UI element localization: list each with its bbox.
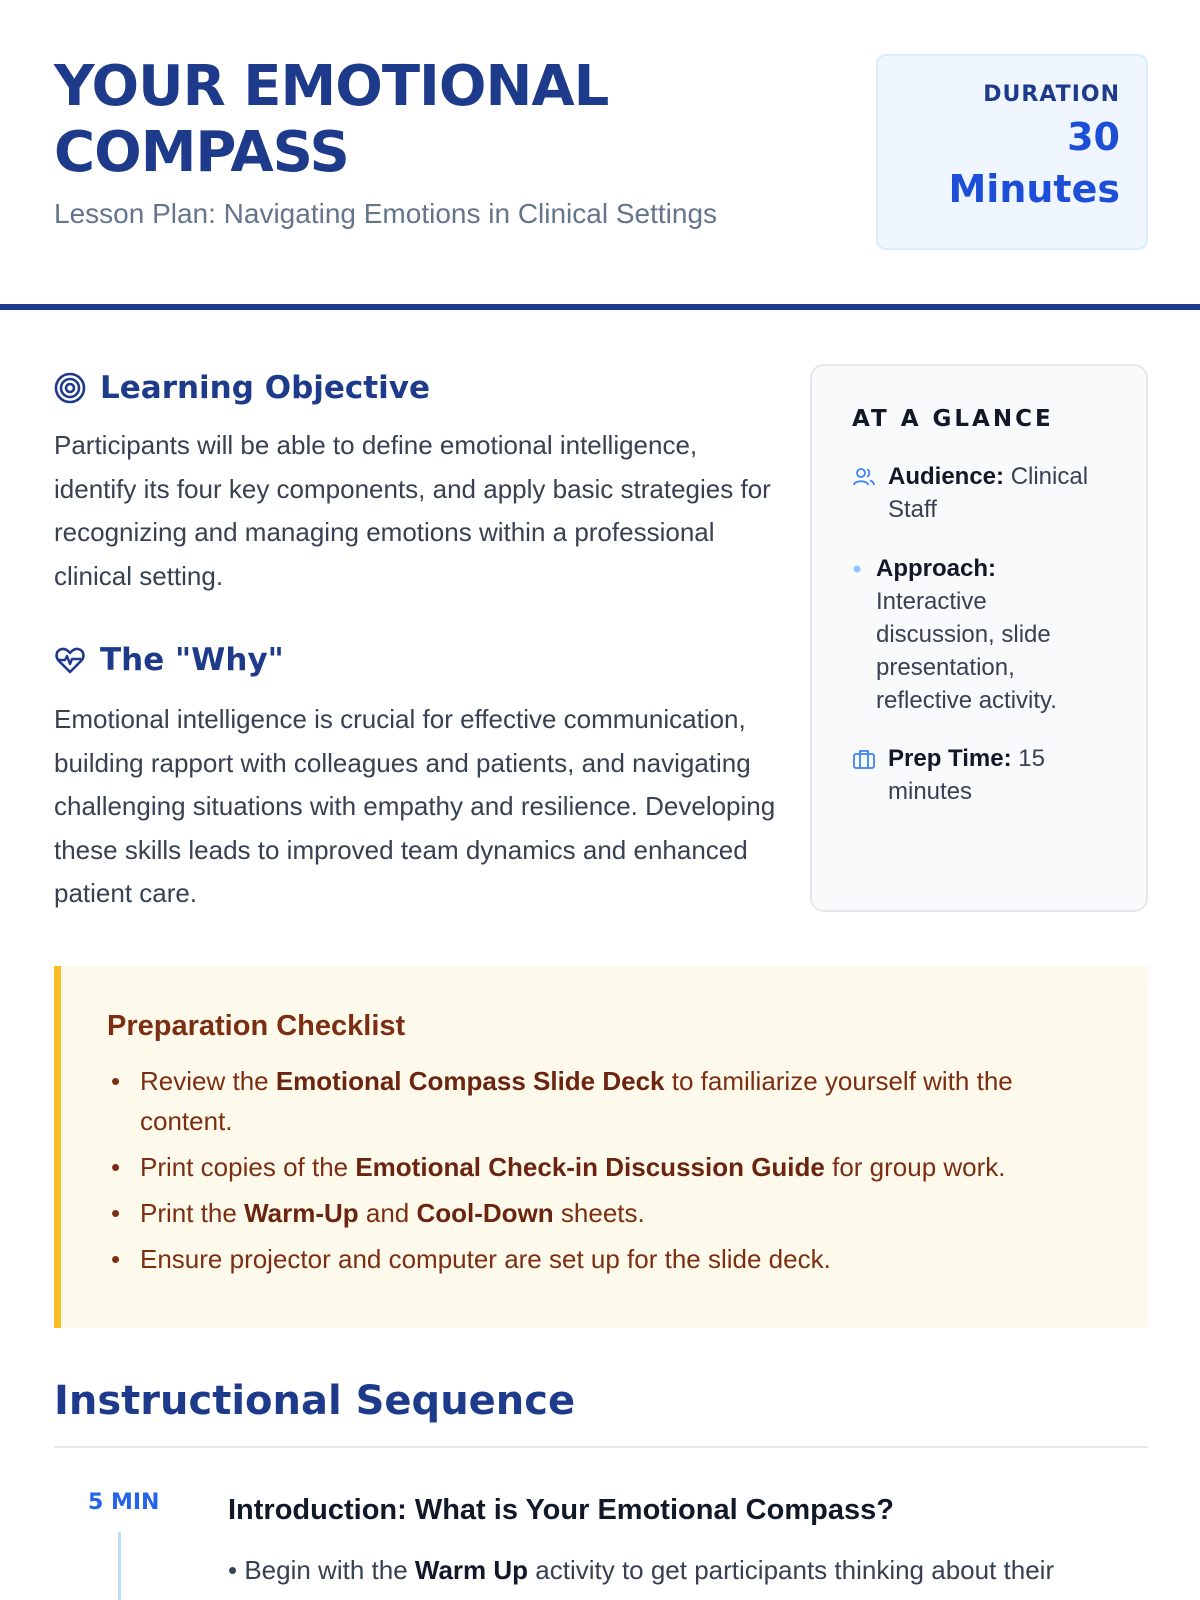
dot-icon bbox=[852, 564, 862, 574]
duration-unit: Minutes bbox=[948, 167, 1120, 211]
checklist-title: Preparation Checklist bbox=[107, 1010, 406, 1042]
objective-text: Participants will be able to define emotional intelligence, identify its four key components, and apply basic strategies for recognizing and managing emotions within a professional clinical setting. bbox=[54, 430, 771, 591]
checklist-item-text: sheets. bbox=[553, 1198, 645, 1228]
glance-prep-time bbox=[852, 742, 1112, 808]
sequence-divider bbox=[54, 1446, 1148, 1448]
target-icon bbox=[54, 372, 86, 404]
checklist-item bbox=[107, 1061, 1067, 1141]
at-a-glance-card bbox=[810, 364, 1148, 912]
step-text bbox=[228, 1550, 1148, 1590]
glance-title: AT A GLANCE bbox=[852, 406, 1054, 432]
duration-value bbox=[878, 111, 1120, 215]
approach-value: Interactive discussion, slide presentation, reflective activity. bbox=[876, 588, 1057, 714]
prep-label: Prep Time: bbox=[888, 745, 1012, 772]
checklist-item-bold: Warm-Up bbox=[244, 1198, 359, 1228]
checklist-item-text: Ensure projector and computer are set up for the slide deck. bbox=[140, 1244, 831, 1274]
duration-number: 30 bbox=[1067, 115, 1120, 159]
briefcase-icon bbox=[852, 747, 876, 771]
timeline-line bbox=[118, 1532, 121, 1600]
checklist-item-bold: Cool-Down bbox=[416, 1198, 554, 1228]
checklist-item bbox=[107, 1239, 1067, 1279]
audience-label: Audience: bbox=[888, 463, 1005, 490]
page-subtitle: Lesson Plan: Navigating Emotions in Clinical Settings bbox=[54, 198, 718, 229]
approach-label: Approach: bbox=[876, 555, 996, 582]
sequence-title: Instructional Sequence bbox=[54, 1378, 576, 1424]
audience-value: Clinical Staff bbox=[888, 463, 1089, 523]
checklist-item bbox=[107, 1193, 1067, 1233]
checklist-item bbox=[107, 1147, 1067, 1187]
checklist-item-text: Print the bbox=[140, 1198, 245, 1228]
title-line-1: YOUR EMOTIONAL bbox=[54, 54, 609, 119]
step-title: Introduction: What is Your Emotional Compass? bbox=[228, 1494, 894, 1526]
checklist-item-bold: Emotional Compass Slide Deck bbox=[275, 1066, 665, 1096]
prep-value: 15 minutes bbox=[888, 745, 1045, 805]
checklist-item-text: Print copies of the bbox=[140, 1152, 356, 1182]
step-time-badge: 5 MIN bbox=[88, 1490, 160, 1515]
glance-audience bbox=[852, 460, 1112, 526]
objective-heading: Learning Objective bbox=[100, 370, 430, 406]
step-text-part: • Begin with the bbox=[228, 1555, 415, 1585]
objective-heading-row bbox=[54, 370, 430, 406]
step-text-bold: Warm Up bbox=[414, 1555, 529, 1585]
checklist-item-text: Review the bbox=[140, 1066, 276, 1096]
why-heading: The "Why" bbox=[100, 642, 284, 678]
checklist-item-bold: Emotional Check-in Discussion Guide bbox=[355, 1152, 825, 1182]
page-header bbox=[0, 0, 1200, 310]
preparation-checklist bbox=[54, 966, 1148, 1328]
heart-pulse-icon bbox=[54, 644, 86, 676]
duration-card bbox=[876, 54, 1148, 250]
checklist-item-text: for group work. bbox=[824, 1152, 1006, 1182]
page-title bbox=[54, 54, 774, 186]
checklist-item-text: and bbox=[358, 1198, 417, 1228]
checklist-item-text: to familiarize yourself with the content. bbox=[140, 1066, 1013, 1136]
step-text-part: activity to get participants thinking about their bbox=[528, 1555, 1055, 1585]
title-line-2: COMPASS bbox=[54, 120, 349, 185]
glance-approach bbox=[852, 552, 1112, 717]
why-heading-row bbox=[54, 642, 284, 678]
users-icon bbox=[852, 465, 876, 489]
why-text: Emotional intelligence is crucial for effective communication, building rapport with colleagues and patients, and navigating challenging situations with empathy and resilience. Developing these skills leads to improved team dynamics and enhanced patient care. bbox=[54, 704, 776, 908]
duration-label: DURATION bbox=[983, 82, 1120, 107]
checklist-list bbox=[107, 1061, 1067, 1279]
